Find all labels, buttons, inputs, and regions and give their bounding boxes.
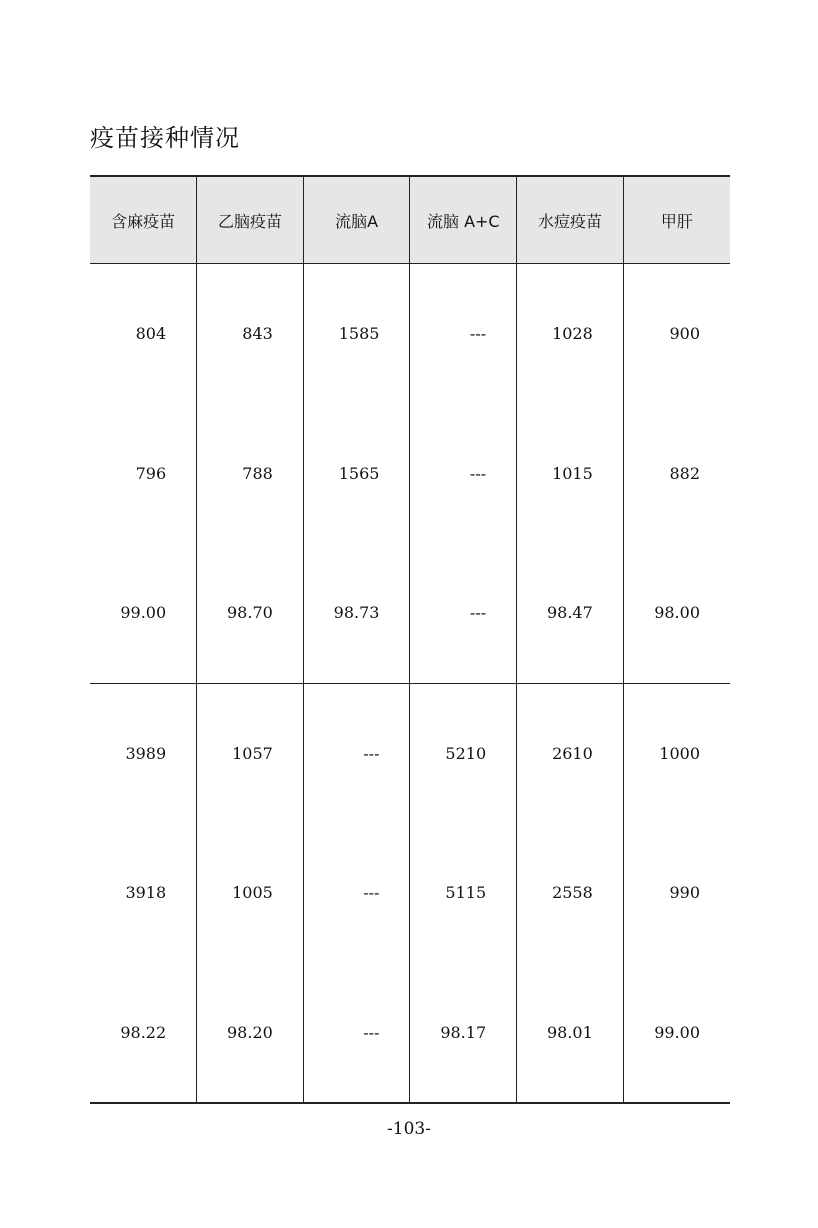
table-cell: ---	[410, 404, 517, 544]
table-cell: 98.00	[623, 543, 730, 683]
table-cell: 882	[623, 404, 730, 544]
table-cell: 788	[197, 404, 304, 544]
column-header: 流脑 A+C	[410, 176, 517, 264]
table-cell: 3918	[125, 883, 167, 903]
table-cell: 98.22	[90, 963, 197, 1104]
table-header-row	[90, 176, 730, 264]
table-cell: 990	[623, 823, 730, 963]
table-cell: 1585	[303, 264, 410, 404]
table-cell: 98.20	[197, 963, 304, 1104]
table-cell: ---	[303, 963, 410, 1104]
column-header: 乙脑疫苗	[197, 176, 304, 264]
table-cell: 98.01	[517, 963, 624, 1104]
table-cell: 98.17	[410, 963, 517, 1104]
table-cell: 98.70	[197, 543, 304, 683]
table-row	[90, 264, 730, 404]
table-cell: 99.00	[90, 543, 197, 683]
column-header: 甲肝	[623, 176, 730, 264]
table-row	[90, 963, 730, 1104]
column-header: 水痘疫苗	[517, 176, 624, 264]
table-cell: ---	[303, 683, 410, 823]
page-title: 疫苗接种情况	[90, 124, 240, 152]
table-cell: 1057	[197, 683, 304, 823]
table-cell: 843	[197, 264, 304, 404]
table-cell: 804	[135, 324, 167, 344]
column-header: 含麻疫苗	[90, 176, 197, 264]
table-cell: 1565	[303, 404, 410, 544]
table-cell: 3989	[125, 743, 167, 763]
table-cell: 5210	[410, 683, 517, 823]
vaccination-table-container	[90, 175, 730, 1104]
table-cell: 2610	[517, 683, 624, 823]
table-cell: 1005	[197, 823, 304, 963]
table-cell: 99.00	[623, 963, 730, 1104]
table-cell: 5115	[410, 823, 517, 963]
table-cell: 1015	[517, 404, 624, 544]
table-row	[90, 543, 730, 683]
table-cell: 98.73	[303, 543, 410, 683]
table-cell: 2558	[517, 823, 624, 963]
table-cell: 1028	[517, 264, 624, 404]
vaccination-table	[90, 175, 730, 1104]
table-cell: ---	[410, 543, 517, 683]
table-cell: 1000	[623, 683, 730, 823]
table-cell: 796	[135, 463, 167, 483]
table-row	[90, 683, 730, 823]
table-cell: ---	[303, 823, 410, 963]
table-row	[90, 404, 730, 544]
table-cell: 98.47	[517, 543, 624, 683]
table-row	[90, 823, 730, 963]
page-number: -103-	[387, 1119, 431, 1139]
table-cell: ---	[410, 264, 517, 404]
table-cell: 900	[623, 264, 730, 404]
column-header: 流脑A	[303, 176, 410, 264]
